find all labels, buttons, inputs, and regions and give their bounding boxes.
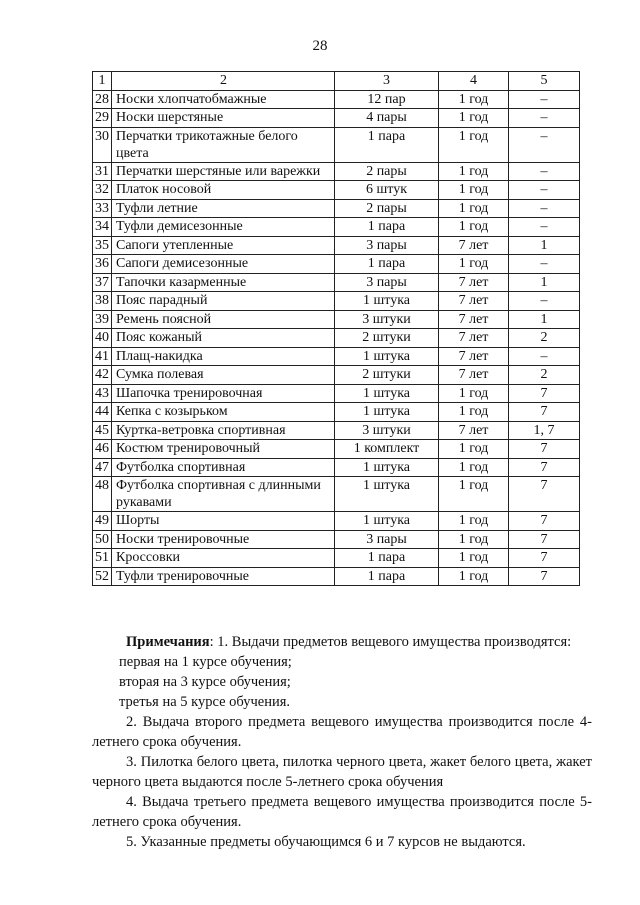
table-row [93,384,580,403]
row-number: 44 [93,403,112,422]
row-number: 48 [93,477,112,512]
row-number: 47 [93,458,112,477]
item-term: 1 год [439,477,509,512]
item-quantity: 3 штуки [335,421,439,440]
row-number: 33 [93,199,112,218]
item-term: 1 год [439,384,509,403]
item-term: 1 год [439,512,509,531]
table-row [93,199,580,218]
notes-sub-items [92,652,592,712]
item-note: – [509,162,580,181]
table-row [93,273,580,292]
item-term: 1 год [439,162,509,181]
item-quantity: 3 пары [335,273,439,292]
item-term: 1 год [439,440,509,459]
item-name: Перчатки шерстяные или варежки [112,162,335,181]
table-row [93,530,580,549]
item-note: 7 [509,458,580,477]
row-number: 31 [93,162,112,181]
row-number: 51 [93,549,112,568]
item-quantity: 2 пары [335,199,439,218]
item-quantity: 1 штука [335,347,439,366]
notes-intro [92,632,592,652]
item-name: Платок носовой [112,181,335,200]
row-number: 37 [93,273,112,292]
item-quantity: 2 штуки [335,366,439,385]
item-quantity: 3 пары [335,236,439,255]
item-note: – [509,109,580,128]
item-note: 1 [509,273,580,292]
item-note: – [509,347,580,366]
header-col-4: 4 [439,72,509,91]
item-quantity: 4 пары [335,109,439,128]
item-name: Ремень поясной [112,310,335,329]
row-number: 30 [93,127,112,162]
table-row [93,292,580,311]
item-quantity: 2 пары [335,162,439,181]
table-row [93,458,580,477]
item-name: Костюм тренировочный [112,440,335,459]
item-note: 7 [509,440,580,459]
table-row [93,162,580,181]
row-number: 50 [93,530,112,549]
header-col-2: 2 [112,72,335,91]
header-col-5: 5 [509,72,580,91]
item-term: 7 лет [439,310,509,329]
item-quantity: 1 штука [335,403,439,422]
item-term: 7 лет [439,329,509,348]
notes-sub-item: третья на 5 курсе обучения. [119,694,291,710]
item-name: Шапочка тренировочная [112,384,335,403]
item-quantity: 1 пара [335,127,439,162]
table-row [93,218,580,237]
item-quantity: 1 штука [335,477,439,512]
item-term: 1 год [439,127,509,162]
row-number: 38 [93,292,112,311]
item-term: 1 год [439,109,509,128]
item-term: 7 лет [439,421,509,440]
item-name: Туфли тренировочные [112,567,335,586]
items-table [92,71,580,586]
item-quantity: 1 пара [335,255,439,274]
item-name: Шорты [112,512,335,531]
table-row [93,347,580,366]
item-term: 1 год [439,90,509,109]
item-quantity: 1 штука [335,458,439,477]
table-row [93,236,580,255]
item-term: 7 лет [439,236,509,255]
item-quantity: 6 штук [335,181,439,200]
table-row [93,109,580,128]
item-quantity: 12 пар [335,90,439,109]
item-name: Футболка спортивная [112,458,335,477]
row-number: 35 [93,236,112,255]
table-row [93,421,580,440]
notes-section [92,632,592,852]
item-quantity: 3 пары [335,530,439,549]
item-term: 1 год [439,403,509,422]
table-row [93,549,580,568]
row-number: 42 [93,366,112,385]
item-name: Пояс парадный [112,292,335,311]
table-row [93,403,580,422]
header-col-1: 1 [93,72,112,91]
item-note: 7 [509,567,580,586]
item-note: 7 [509,477,580,512]
table-row [93,90,580,109]
header-col-3: 3 [335,72,439,91]
item-name: Носки тренировочные [112,530,335,549]
item-note: 2 [509,366,580,385]
item-note: – [509,218,580,237]
row-number: 49 [93,512,112,531]
item-name: Футболка спортивная с длинными рукавами [112,477,335,512]
item-quantity: 1 штука [335,384,439,403]
item-note: 7 [509,530,580,549]
row-number: 52 [93,567,112,586]
notes-items [92,712,592,852]
row-number: 40 [93,329,112,348]
item-quantity: 2 штуки [335,329,439,348]
row-number: 34 [93,218,112,237]
item-note: – [509,255,580,274]
item-quantity: 1 пара [335,218,439,237]
notes-label: Примечания [126,634,210,650]
row-number: 41 [93,347,112,366]
item-term: 1 год [439,199,509,218]
row-number: 29 [93,109,112,128]
notes-sub-item: вторая на 3 курсе обучения; [119,674,291,690]
notes-item: 3. Пилотка белого цвета, пилотка черного цвета, жакет белого цвета, жакет черного цвета выдаются после 5-летнего срока обучения [92,754,592,790]
notes-item: 5. Указанные предметы обучающимся 6 и 7 курсов не выдаются. [126,834,526,850]
item-term: 7 лет [439,273,509,292]
item-note: – [509,181,580,200]
item-name: Носки шерстяные [112,109,335,128]
item-note: 1 [509,236,580,255]
table-row [93,329,580,348]
item-term: 1 год [439,530,509,549]
item-name: Сумка полевая [112,366,335,385]
item-quantity: 1 комплект [335,440,439,459]
notes-item: 4. Выдача третьего предмета вещевого имущества производится после 5-летнего срока обучения. [92,794,592,830]
row-number: 39 [93,310,112,329]
item-term: 7 лет [439,347,509,366]
table-row [93,440,580,459]
row-number: 36 [93,255,112,274]
item-note: – [509,199,580,218]
table-row [93,366,580,385]
item-term: 1 год [439,255,509,274]
item-name: Пояс кожаный [112,329,335,348]
table-row [93,567,580,586]
page-number: 28 [312,38,328,54]
item-name: Куртка-ветровка спортивная [112,421,335,440]
item-quantity: 3 штуки [335,310,439,329]
item-note: – [509,292,580,311]
table-row [93,512,580,531]
item-name: Кроссовки [112,549,335,568]
item-term: 1 год [439,181,509,200]
item-quantity: 1 пара [335,549,439,568]
item-name: Носки хлопчатобмажные [112,90,335,109]
table-header-row [93,72,580,91]
notes-intro-text: : 1. Выдачи предметов вещевого имущества производятся: [209,634,572,650]
table-row [93,310,580,329]
item-note: 1, 7 [509,421,580,440]
item-note: 7 [509,384,580,403]
item-quantity: 1 штука [335,292,439,311]
row-number: 28 [93,90,112,109]
item-note: – [509,127,580,162]
table-row [93,255,580,274]
item-note: 2 [509,329,580,348]
item-name: Туфли летние [112,199,335,218]
row-number: 32 [93,181,112,200]
item-term: 1 год [439,549,509,568]
notes-sub-item: первая на 1 курсе обучения; [119,654,292,670]
item-name: Перчатки трикотажные белого цвета [112,127,335,162]
item-note: 7 [509,403,580,422]
item-name: Тапочки казарменные [112,273,335,292]
item-term: 1 год [439,458,509,477]
row-number: 46 [93,440,112,459]
item-term: 1 год [439,567,509,586]
table-row [93,181,580,200]
item-note: 7 [509,549,580,568]
table-row [93,477,580,512]
item-quantity: 1 пара [335,567,439,586]
item-name: Плащ-накидка [112,347,335,366]
item-term: 1 год [439,218,509,237]
item-name: Туфли демисезонные [112,218,335,237]
item-term: 7 лет [439,292,509,311]
item-name: Кепка с козырьком [112,403,335,422]
item-name: Сапоги демисезонные [112,255,335,274]
row-number: 45 [93,421,112,440]
item-note: 7 [509,512,580,531]
item-note: 1 [509,310,580,329]
item-quantity: 1 штука [335,512,439,531]
item-term: 7 лет [439,366,509,385]
item-name: Сапоги утепленные [112,236,335,255]
notes-item: 2. Выдача второго предмета вещевого имущества производится после 4-летнего срока обучения. [92,714,592,750]
table-row [93,127,580,162]
item-note: – [509,90,580,109]
row-number: 43 [93,384,112,403]
